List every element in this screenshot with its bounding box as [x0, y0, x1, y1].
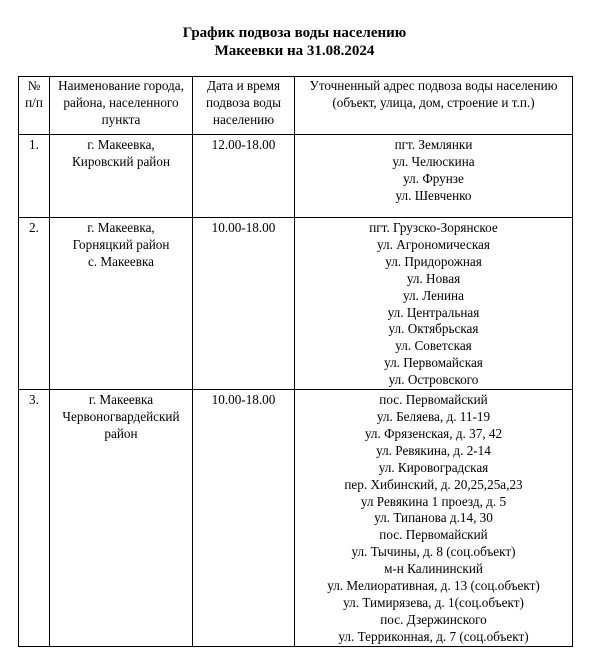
water-schedule-table — [18, 76, 573, 647]
row-addresses — [295, 390, 573, 647]
header-city: Наименование города, района, населенного пункта — [50, 77, 193, 135]
city-line: г. Макеевка — [88, 392, 154, 408]
address-line: ул. Ревякина, д. 2-14 — [376, 442, 491, 458]
table-header-row — [19, 77, 573, 135]
city-line: г. Макеевка, — [87, 220, 155, 235]
document-title — [0, 24, 589, 60]
document-title-line-2: Макеевки на 31.08.2024 — [214, 43, 375, 59]
address-line: м-н Калининский — [384, 561, 483, 577]
address-line: ул. Первомайская — [384, 355, 483, 371]
address-line: ул. Беляева, д. 11-19 — [376, 408, 491, 424]
address-line: пгт. Землянки — [394, 137, 473, 152]
address-line: ул. Кировоградская — [378, 459, 489, 475]
city-line: с. Макеевка — [87, 253, 155, 269]
row-number: 1. — [19, 135, 50, 218]
address-line: ул. Челюскина — [392, 153, 475, 169]
row-city — [50, 218, 193, 390]
row-time: 12.00-18.00 — [193, 135, 295, 218]
address-line: пос. Первомайский — [379, 392, 488, 408]
address-line: ул. Островского — [388, 372, 479, 388]
row-time: 10.00-18.00 — [193, 218, 295, 390]
row-city — [50, 390, 193, 647]
address-line: ул. Советская — [395, 338, 472, 354]
address-line: ул. Октябрьская — [388, 321, 479, 337]
address-line: ул. Агрономическая — [377, 236, 490, 252]
city-line: г. Макеевка, — [87, 137, 155, 152]
address-line: ул. Шевченко — [395, 187, 472, 203]
address-line: ул. Ленина — [403, 287, 464, 303]
address-line: пос. Первомайский — [379, 527, 488, 543]
row-addresses — [295, 218, 573, 390]
table-row — [19, 390, 573, 647]
address-line: ул. Тычины, д. 8 (соц.объект) — [351, 544, 516, 560]
address-line: ул. Новая — [406, 270, 461, 286]
address-line: ул. Терриконная, д. 7 (соц.объект) — [338, 628, 529, 644]
row-city — [50, 135, 193, 218]
row-time: 10.00-18.00 — [193, 390, 295, 647]
row-number: 2. — [19, 218, 50, 390]
address-line: ул. Центральная — [387, 304, 480, 320]
header-number: № п/п — [19, 77, 50, 135]
address-line: ул. Тимирязева, д. 1(соц.объект) — [343, 594, 524, 610]
table-row — [19, 135, 573, 218]
address-line: ул. Фрунзе — [403, 170, 464, 186]
address-line: ул. Придорожная — [385, 253, 482, 269]
city-line: район — [104, 425, 138, 441]
header-time: Дата и время подвоза воды населению — [193, 77, 295, 135]
address-line: пер. Хибинский, д. 20,25,25а,23 — [344, 476, 523, 492]
city-line: Червоногвардейский — [62, 408, 180, 424]
document-title-line-1: График подвоза воды населению — [182, 25, 407, 41]
address-line: ул. Типанова д.14, 30 — [374, 510, 493, 526]
address-line: ул. Мелиоративная, д. 13 (соц.объект) — [327, 578, 540, 594]
row-number: 3. — [19, 390, 50, 647]
table-body — [19, 135, 573, 647]
address-line: ул Ревякина 1 проезд, д. 5 — [360, 493, 507, 509]
address-line: ул. Фрязенская, д. 37, 42 — [364, 425, 503, 441]
table-row — [19, 218, 573, 390]
row-addresses — [295, 135, 573, 218]
address-line: пгт. Грузско-Зорянское — [369, 220, 498, 235]
city-line: Кировский район — [71, 153, 171, 169]
address-line: пос. Дзержинского — [380, 611, 487, 627]
city-line: Горняцкий район — [72, 236, 170, 252]
header-address: Уточненный адрес подвоза воды населению (объект, улица, дом, строение и т.п.) — [295, 77, 573, 135]
